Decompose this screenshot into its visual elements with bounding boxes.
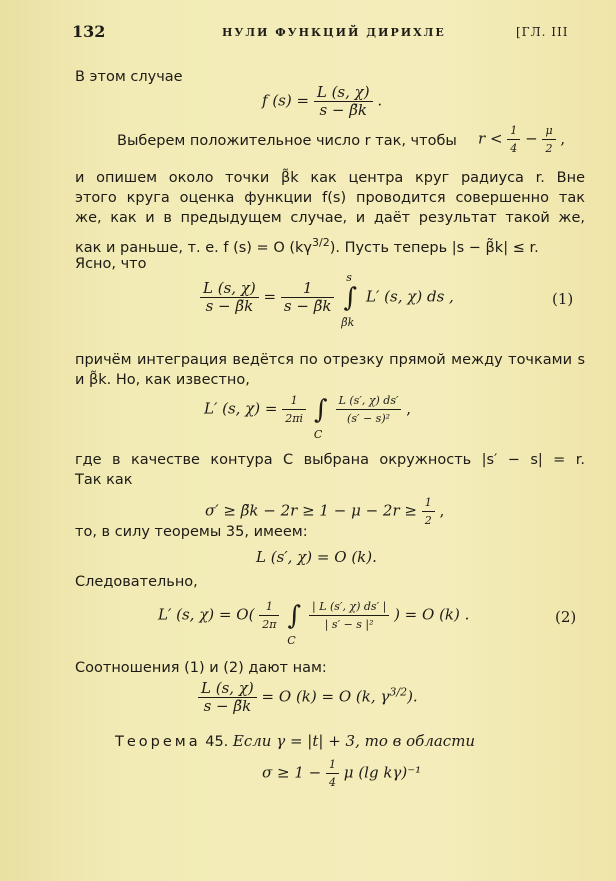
text-line: В этом случае [75, 69, 183, 85]
equation-1: $\frac{L (s, \chi)}{s - \betãk}$ = $\frac{1}{s - \betãk}$ s ∫ β̃k L′ (s, χ) ds , [200, 280, 454, 315]
theorem-label: Теорема [115, 734, 201, 750]
text-line: и β̃k. Но, как известно, [75, 372, 250, 388]
equation-2: L′ (s, χ) = O( $\frac{1}{2\pi}$ ∫ C $\frac{| L (s', \chi) ds' |}{\text{| s′ − s |²}}$ ) = O (k) . [158, 600, 470, 647]
text-line: и опишем около точки β̃k как центра круг радиуса r. Вне [75, 170, 585, 186]
text-line: Соотношения (1) и (2) дают нам: [75, 660, 327, 676]
equation-sigma: σ′ ≥ β̃k − 2r ≥ 1 − μ − 2r ≥ $\frac{1}{2}$ , [205, 496, 445, 527]
running-title: НУЛИ ФУНКЦИЙ ДИРИХЛЕ [222, 26, 446, 39]
text-line: то, в силу теоремы 35, имеем: [75, 524, 308, 540]
equation-region: σ ≥ 1 − $\frac{1}{4}$ μ (lg kγ)⁻¹ [262, 758, 422, 789]
text-line: этого круга оценка функции f(s) проводится совершенно так [75, 190, 585, 206]
text-line: где в качестве контура C выбрана окружность |s′ − s| = r. [75, 452, 585, 468]
text-line: Выберем положительное число r так, чтобы [117, 133, 457, 149]
equation-result: $\frac{L (s, \chi)}{s - \betãk}$ = O (k) = O (k, $\gamma^{3/2}$). [198, 680, 418, 715]
text-line: как и раньше, т. е. f (s) = O $(k\gamma^{3/2})$. Пусть теперь |s − β̃k| ≤ r. [75, 236, 539, 256]
equation-number: (1) [552, 290, 574, 308]
equation-derivative: L′ (s, χ) = $\frac{1}{2\pi i}$ ∫ C $\frac{L (s', \chi) ds'}{\text{(s′ − s)²}}$ , [204, 394, 412, 441]
equation-fs: f (s) = $\frac{L (s, \chi)}{s - \betãk}$ . [262, 83, 383, 119]
text-line: Ясно, что [75, 256, 147, 272]
equation-bound: L (s′, χ) = O (k). [256, 548, 377, 566]
equation-r-bound: r < $\frac{1}{4}$ − $\frac{\mu}{2}$ , [478, 124, 566, 155]
page-number: 132 [72, 22, 106, 41]
text-line: Так как [75, 472, 133, 488]
theorem-line: Теорема 45. Если γ = |t| + 3, то в области [115, 732, 476, 750]
text-line: же, как и в предыдущем случае, и даёт результат такой же, [75, 210, 585, 226]
text-line: Следовательно, [75, 574, 198, 590]
chapter-mark: [ГЛ. III [516, 25, 569, 39]
equation-number: (2) [555, 608, 577, 626]
text-line: причём интеграция ведётся по отрезку прямой между точками s [75, 352, 585, 368]
